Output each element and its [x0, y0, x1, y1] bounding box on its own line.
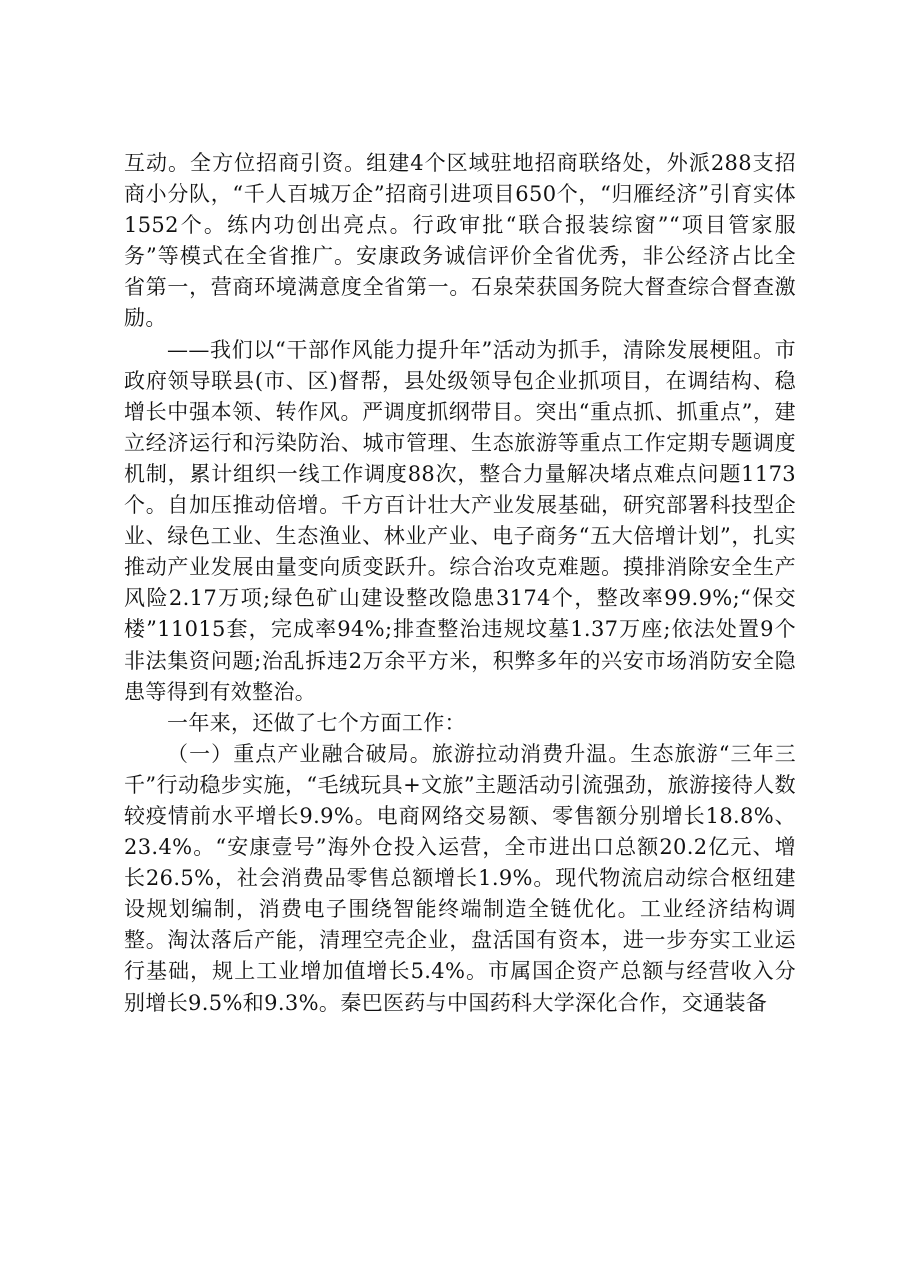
- paragraph-2: ——我们以“干部作风能力提升年”活动为抓手，清除发展梗阻。市政府领导联县(市、区)督帮，县处级领导包企业抓项目，在调结构、稳增长中强本领、转作风。严调度抓纲带目。突出“重点抓、抓重点”，建立经济运行和污染防治、城市管理、生态旅游等重点工作定期专题调度机制，累计组织一线工作调度88次，整合力量解决堵点难点问题1173个。自加压推动倍增。千方百计壮大产业发展基础，研究部署科技型企业、绿色工业、生态渔业、林业产业、电子商务“五大倍增计划”，扎实推动产业发展由量变向质变跃升。综合治攻克难题。摸排消除安全生产风险2.17万项;绿色矿山建设整改隐患3174个，整改率99.9%;“保交楼”11015套，完成率94%;排查整治违规坟墓1.37万座;依法处置9个非法集资问题;治乱拆违2万余平方米，积弊多年的兴安市场消防安全隐患等得到有效整治。: [124, 337, 796, 704]
- paragraph-3: 一年来，还做了七个方面工作：: [167, 710, 466, 735]
- paragraph-1: 互动。全方位招商引资。组建4个区域驻地招商联络处，外派288支招商小分队，“千人百城万企”招商引进项目650个，“归雁经济”引育实体1552个。练内功创出亮点。行政审批“联合报装综窗”“项目管家服务”等模式在全省推广。安康政务诚信评价全省优秀，非公经济占比全省第一，营商环境满意度全省第一。石泉荣获国务院大督查综合督查激励。: [124, 151, 796, 331]
- document-body: [124, 148, 796, 1019]
- paragraph-4: （一）重点产业融合破局。旅游拉动消费升温。生态旅游“三年三千”行动稳步实施，“毛绒玩具+文旅”主题活动引流强劲，旅游接待人数较疫情前水平增长9.9%。电商网络交易额、零售额分别增长18.8%、23.4%。“安康壹号”海外仓投入运营，全市进出口总额20.2亿元、增长26.5%，社会消费品零售总额增长1.9%。现代物流启动综合枢纽建设规划编制，消费电子围绕智能终端制造全链优化。工业经济结构调整。淘汰落后产能，清理空壳企业，盘活国有资本，进一步夯实工业运行基础，规上工业增加值增长5.4%。市属国企资产总额与经营收入分别增长9.5%和9.3%。秦巴医药与中国药科大学深化合作，交通装备: [124, 741, 796, 1015]
